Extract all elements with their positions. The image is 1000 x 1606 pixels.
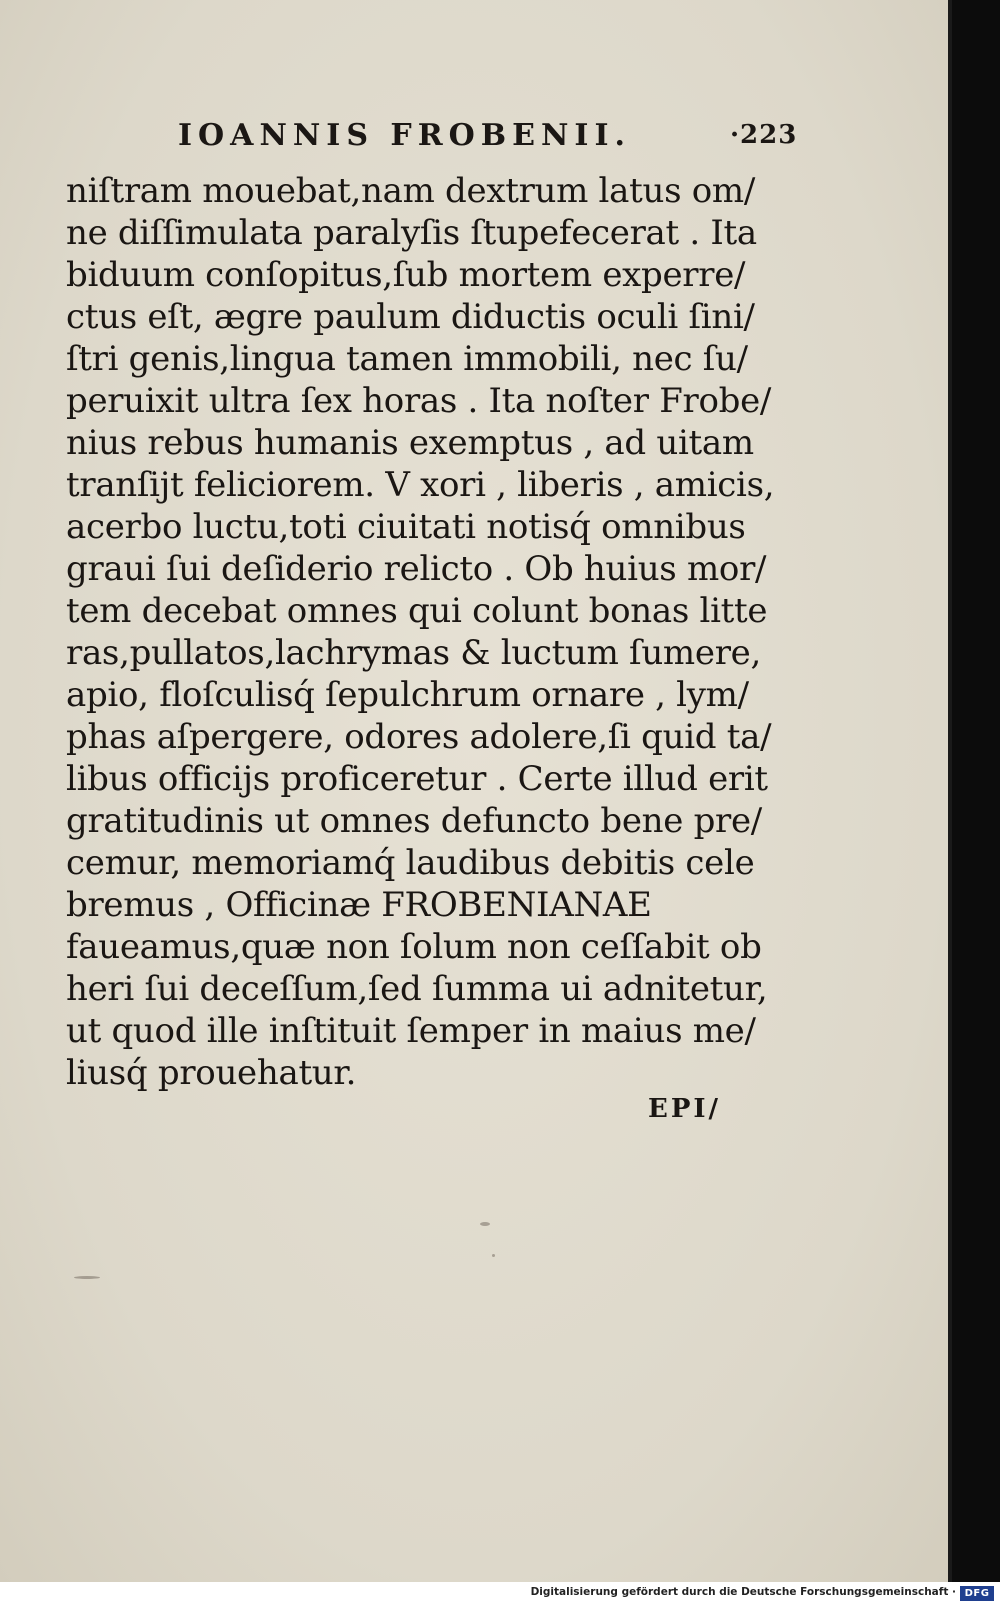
text-line: phas aſpergere, odores adolere,ſi quid ta/ bbox=[66, 717, 772, 757]
text-line: nius rebus humanis exemptus , ad uitam bbox=[66, 423, 754, 463]
page-header bbox=[178, 118, 798, 162]
footer-bar bbox=[0, 1582, 1000, 1606]
ink-speck bbox=[74, 1276, 100, 1279]
text-line: cemur, memoriamq́ laudibus debitis cele bbox=[66, 843, 755, 883]
running-head: IOANNIS FROBENII. bbox=[178, 118, 631, 153]
text-line: ras,pullatos,lachrymas & luctum ſumere, bbox=[66, 633, 761, 673]
dfg-logo: DFG bbox=[960, 1586, 994, 1601]
text-line: apio, floſculisq́ ſepulchrum ornare , lym/ bbox=[66, 675, 749, 715]
folio-number: ·223 bbox=[730, 120, 798, 150]
text-line: ctus eſt, ægre paulum diductis oculi ſini/ bbox=[66, 297, 755, 337]
digitization-credit: Digitalisierung gefördert durch die Deutsche Forschungsgemeinschaft · bbox=[530, 1586, 956, 1598]
scan-border bbox=[952, 0, 1000, 1582]
text-line: libus officijs proficeretur . Certe illud erit bbox=[66, 759, 768, 799]
text-line: graui ſui deſiderio relicto . Ob huius mor/ bbox=[66, 549, 767, 589]
text-line: ſtri genis,lingua tamen immobili, nec ſu/ bbox=[66, 339, 748, 379]
text-line: bremus , Officinæ FROBENIANAE bbox=[66, 885, 652, 925]
text-line: ne diſſimulata paralyſis ſtupefecerat . Ita bbox=[66, 213, 757, 253]
text-line: niſtram mouebat,nam dextrum latus om/ bbox=[66, 171, 755, 211]
text-line: tranſijt feliciorem. V xori , liberis , amicis, bbox=[66, 465, 775, 505]
text-line: acerbo luctu,toti ciuitati notisq́ omnibus bbox=[66, 507, 746, 547]
text-line: faueamus,quæ non ſolum non ceſſabit ob bbox=[66, 927, 762, 967]
body-text bbox=[66, 170, 775, 1094]
text-line: heri ſui deceſſum,ſed ſumma ui adnitetur, bbox=[66, 969, 768, 1009]
text-line: biduum conſopitus,ſub mortem experre/ bbox=[66, 255, 746, 295]
text-line: gratitudinis ut omnes defuncto bene pre/ bbox=[66, 801, 762, 841]
catchword: EPI/ bbox=[648, 1094, 722, 1124]
text-line: liusq́ prouehatur. bbox=[66, 1053, 357, 1093]
ink-speck bbox=[480, 1222, 490, 1226]
text-line: peruixit ultra ſex horas . Ita noſter Frobe/ bbox=[66, 381, 772, 421]
ink-speck bbox=[492, 1254, 495, 1257]
text-line: tem decebat omnes qui colunt bonas litte bbox=[66, 591, 768, 631]
text-line: ut quod ille inſtituit ſemper in maius me/ bbox=[66, 1011, 756, 1051]
